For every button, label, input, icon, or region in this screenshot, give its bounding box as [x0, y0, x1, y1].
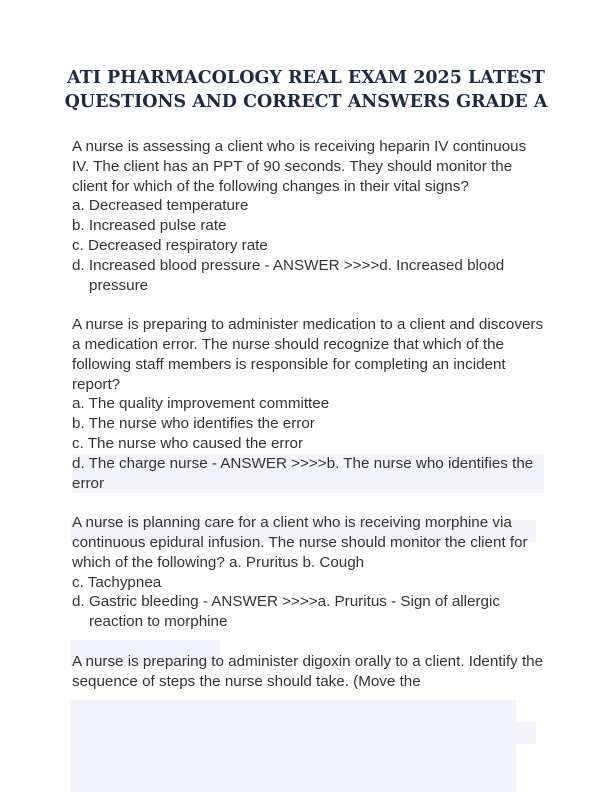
document-body — [72, 137, 544, 711]
answer-option: b. The nurse who identifies the error — [72, 415, 315, 433]
shaded-block — [70, 700, 516, 792]
answer-option: c. Decreased respiratory rate — [72, 236, 268, 254]
question-block — [72, 137, 544, 295]
answer-option-with-answer: d. Increased blood pressure - ANSWER >>>>d. Increased blood pressure — [72, 256, 505, 294]
answer-option-with-answer: d. The charge nurse - ANSWER >>>>b. The nurse who identifies the error — [72, 454, 544, 494]
answer-option: a. The quality improvement committee — [72, 395, 330, 413]
answer-option-with-answer: d. Gastric bleeding - ANSWER >>>>a. Pruritus - Sign of allergic reaction to morphine — [72, 593, 500, 631]
question-block — [72, 315, 544, 493]
question-block — [72, 652, 544, 692]
question-stem: A nurse is preparing to administer medication to a client and discovers a medication error. The nurse should recognize that which of the following staff members is responsible for completing an incident report? — [72, 316, 544, 393]
question-stem: A nurse is assessing a client who is receiving heparin IV continuous IV. The client has an PPT of 90 seconds. They should monitor the client for which of the following changes in their vital signs? — [72, 138, 527, 195]
answer-option: c. The nurse who caused the error — [72, 434, 304, 452]
answer-option: b. Increased pulse rate — [72, 217, 227, 235]
title-line-2: QUESTIONS AND CORRECT ANSWERS GRADE A — [64, 92, 548, 112]
document-title — [40, 66, 572, 114]
answer-option: a. Decreased temperature — [72, 197, 249, 215]
question-stem: A nurse is preparing to administer digoxin orally to a client. Identify the sequence of steps the nurse should take. (Move the — [72, 652, 544, 690]
answer-option: c. Tachypnea — [72, 573, 162, 591]
question-block — [72, 513, 544, 632]
title-line-1: ATI PHARMACOLOGY REAL EXAM 2025 LATEST — [67, 68, 545, 88]
question-stem: A nurse is planning care for a client who is receiving morphine via continuous epidural infusion. The nurse should monitor the client for which of the following? a. Pruritus b. Cough — [72, 514, 528, 571]
